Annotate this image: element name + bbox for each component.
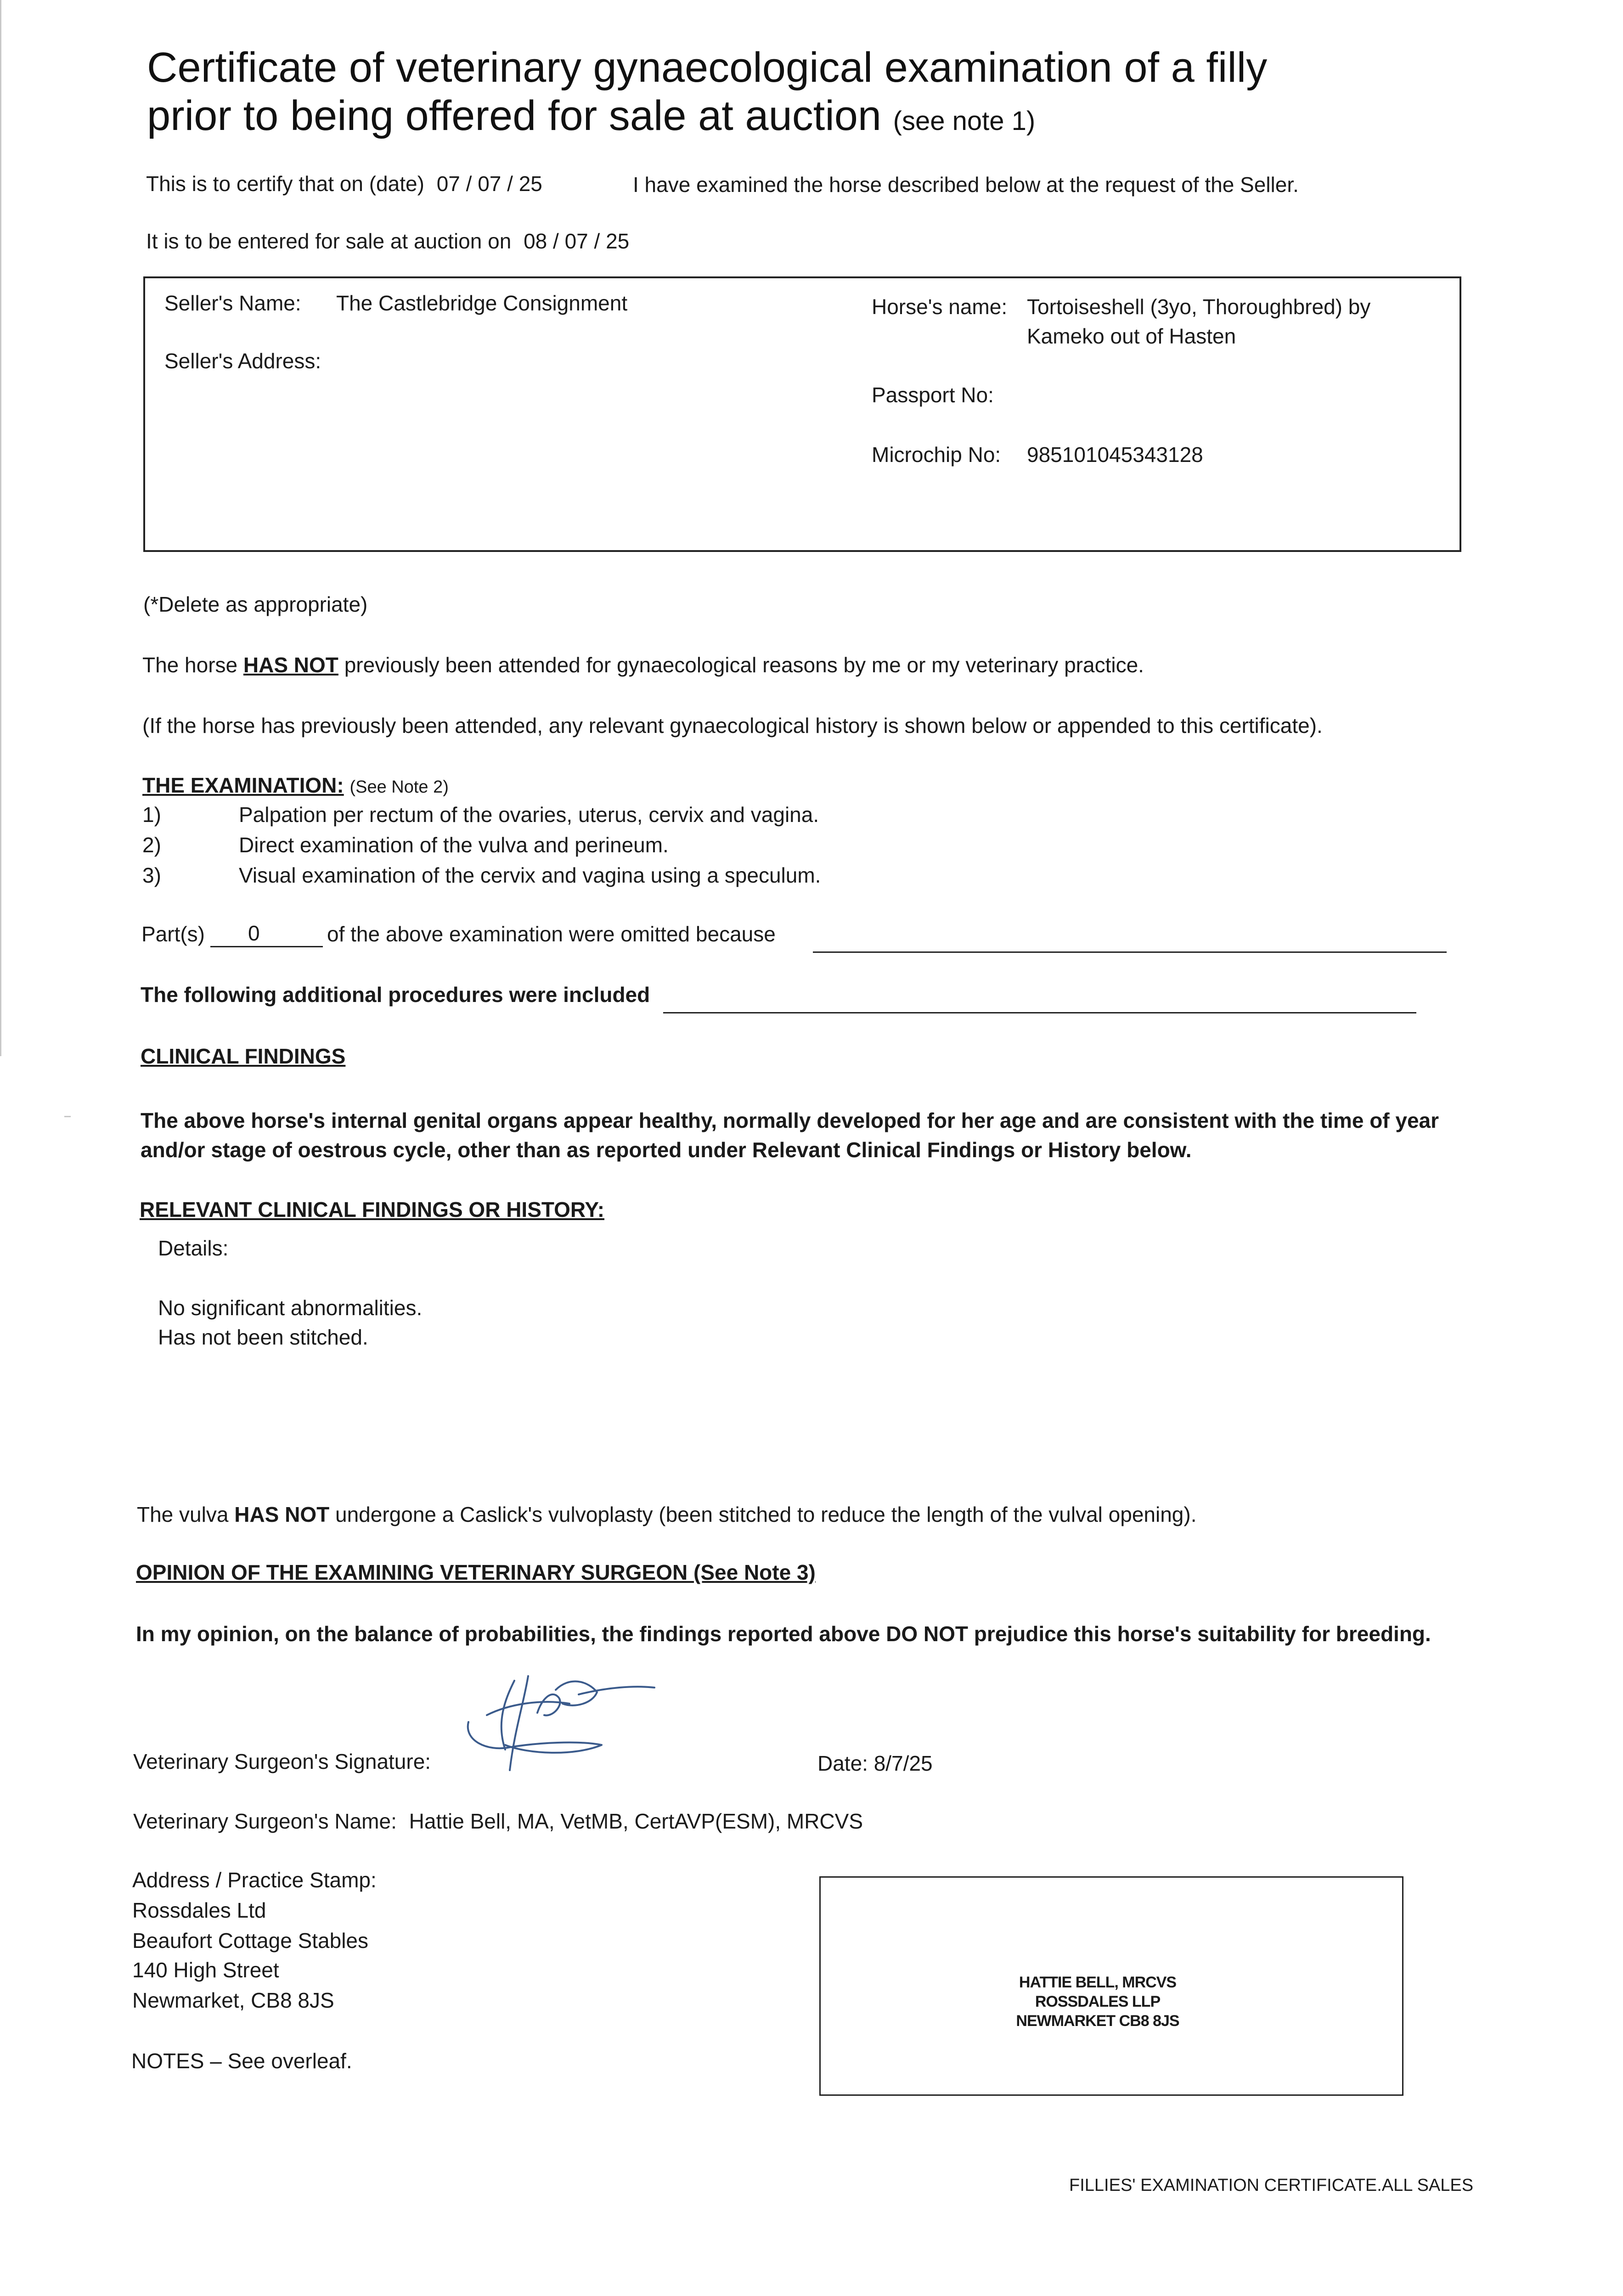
vulva-emphasis: HAS NOT xyxy=(234,1503,330,1526)
omitted-prefix: Part(s) xyxy=(141,922,205,946)
surgeon-name-label: Veterinary Surgeon's Name: xyxy=(133,1809,397,1833)
examination-heading-note: (See Note 2) xyxy=(349,777,449,797)
stamp-line: HATTIE BELL, MRCVS xyxy=(1019,1974,1177,1991)
opinion-heading: OPINION OF THE EXAMINING VETERINARY SURGEON (See Note 3) xyxy=(136,1560,816,1584)
practice-stamp-text xyxy=(978,1973,1217,2031)
stamp-line: ROSSDALES LLP xyxy=(1035,1993,1161,2010)
attended-statement xyxy=(142,652,1144,678)
address-line: Beaufort Cottage Stables xyxy=(132,1929,368,1953)
microchip-label: Microchip No: xyxy=(872,443,1001,467)
title-note: (see note 1) xyxy=(893,106,1036,136)
certify-suffix: I have examined the horse described below at the request of the Seller. xyxy=(633,173,1299,197)
details-label: Details: xyxy=(158,1236,229,1260)
details-line2: Has not been stitched. xyxy=(158,1325,368,1349)
attended-prefix: The horse xyxy=(142,653,238,677)
omitted-suffix: of the above examination were omitted because xyxy=(327,922,776,946)
exam-item-num: 3) xyxy=(142,863,161,887)
clinical-findings-heading: CLINICAL FINDINGS xyxy=(141,1044,346,1068)
scan-edge-mark xyxy=(64,1116,71,1117)
auction-line xyxy=(146,228,629,254)
details-line1: No significant abnormalities. xyxy=(158,1296,423,1320)
examination-heading xyxy=(142,772,449,800)
footer-label: FILLIES' EXAMINATION CERTIFICATE.ALL SALES xyxy=(1069,2176,1474,2195)
relevant-findings-heading: RELEVANT CLINICAL FINDINGS OR HISTORY: xyxy=(140,1198,605,1221)
omitted-value: 0 xyxy=(248,921,260,945)
signature-date: Date: 8/7/25 xyxy=(817,1751,933,1775)
omitted-value-underline xyxy=(210,946,323,947)
horse-name-label: Horse's name: xyxy=(872,295,1008,319)
attended-emphasis: HAS NOT xyxy=(243,653,338,677)
exam-item-text: Visual examination of the cervix and vagina using a speculum. xyxy=(239,863,821,887)
clinical-findings-line1: The above horse's internal genital organs appear healthy, normally developed for her age and are consistent with the time of year xyxy=(141,1109,1439,1132)
vulva-statement xyxy=(137,1502,1197,1527)
opinion-statement: In my opinion, on the balance of probabilities, the findings reported above DO NOT prejudice this horse's suitability for breeding. xyxy=(136,1622,1431,1646)
surgeon-name-line xyxy=(133,1808,863,1834)
certificate-title-line1: Certificate of veterinary gynaecological examination of a filly xyxy=(147,44,1268,91)
auction-prefix: It is to be entered for sale at auction on xyxy=(146,229,512,253)
address-line: Newmarket, CB8 8JS xyxy=(132,1988,334,2012)
certify-line xyxy=(146,171,542,197)
attended-note: (If the horse has previously been attended, any relevant gynaecological history is shown below or appended to this certificate). xyxy=(142,714,1323,737)
surgeon-name: Hattie Bell, MA, VetMB, CertAVP(ESM), MRCVS xyxy=(409,1809,863,1833)
address-line: 140 High Street xyxy=(132,1958,279,1982)
address-line: Rossdales Ltd xyxy=(132,1898,266,1922)
auction-date: 08 / 07 / 25 xyxy=(524,229,630,253)
certify-date: 07 / 07 / 25 xyxy=(436,172,542,196)
stamp-line: NEWMARKET CB8 8JS xyxy=(1016,2012,1179,2030)
seller-name: The Castlebridge Consignment xyxy=(336,291,628,315)
additional-procedures: The following additional procedures were included xyxy=(141,983,650,1007)
omitted-reason-line xyxy=(813,951,1447,953)
additional-procedures-line xyxy=(663,1012,1416,1013)
horse-name-line2: Kameko out of Hasten xyxy=(1027,324,1236,348)
passport-label: Passport No: xyxy=(872,383,994,407)
handwritten-signature xyxy=(459,1671,657,1773)
vulva-suffix: undergone a Caslick's vulvoplasty (been stitched to reduce the length of the vulval opening). xyxy=(335,1503,1197,1526)
seller-name-label: Seller's Name: xyxy=(164,291,301,315)
certificate-title-line2 xyxy=(147,92,1035,145)
examination-heading-text: THE EXAMINATION: xyxy=(142,773,344,797)
exam-item-num: 1) xyxy=(142,803,161,827)
certify-prefix: This is to certify that on (date) xyxy=(146,172,424,196)
horse-name-line1: Tortoiseshell (3yo, Thoroughbred) by xyxy=(1027,295,1371,319)
exam-item-num: 2) xyxy=(142,833,161,857)
signature-label: Veterinary Surgeon's Signature: xyxy=(133,1750,431,1773)
notes-reference: NOTES – See overleaf. xyxy=(131,2049,352,2073)
scan-edge-mark xyxy=(0,0,1,1056)
address-label: Address / Practice Stamp: xyxy=(132,1868,377,1892)
microchip-number: 985101045343128 xyxy=(1027,443,1203,467)
seller-address-label: Seller's Address: xyxy=(164,349,321,373)
delete-note: (*Delete as appropriate) xyxy=(143,592,368,616)
exam-item-text: Direct examination of the vulva and perineum. xyxy=(239,833,669,857)
clinical-findings-line2: and/or stage of oestrous cycle, other than as reported under Relevant Clinical Findings or History below. xyxy=(141,1138,1192,1162)
vulva-prefix: The vulva xyxy=(137,1503,229,1526)
attended-suffix: previously been attended for gynaecological reasons by me or my veterinary practice. xyxy=(344,653,1144,677)
exam-item-text: Palpation per rectum of the ovaries, uterus, cervix and vagina. xyxy=(239,803,819,827)
title-line2-text: prior to being offered for sale at auction xyxy=(147,92,882,139)
